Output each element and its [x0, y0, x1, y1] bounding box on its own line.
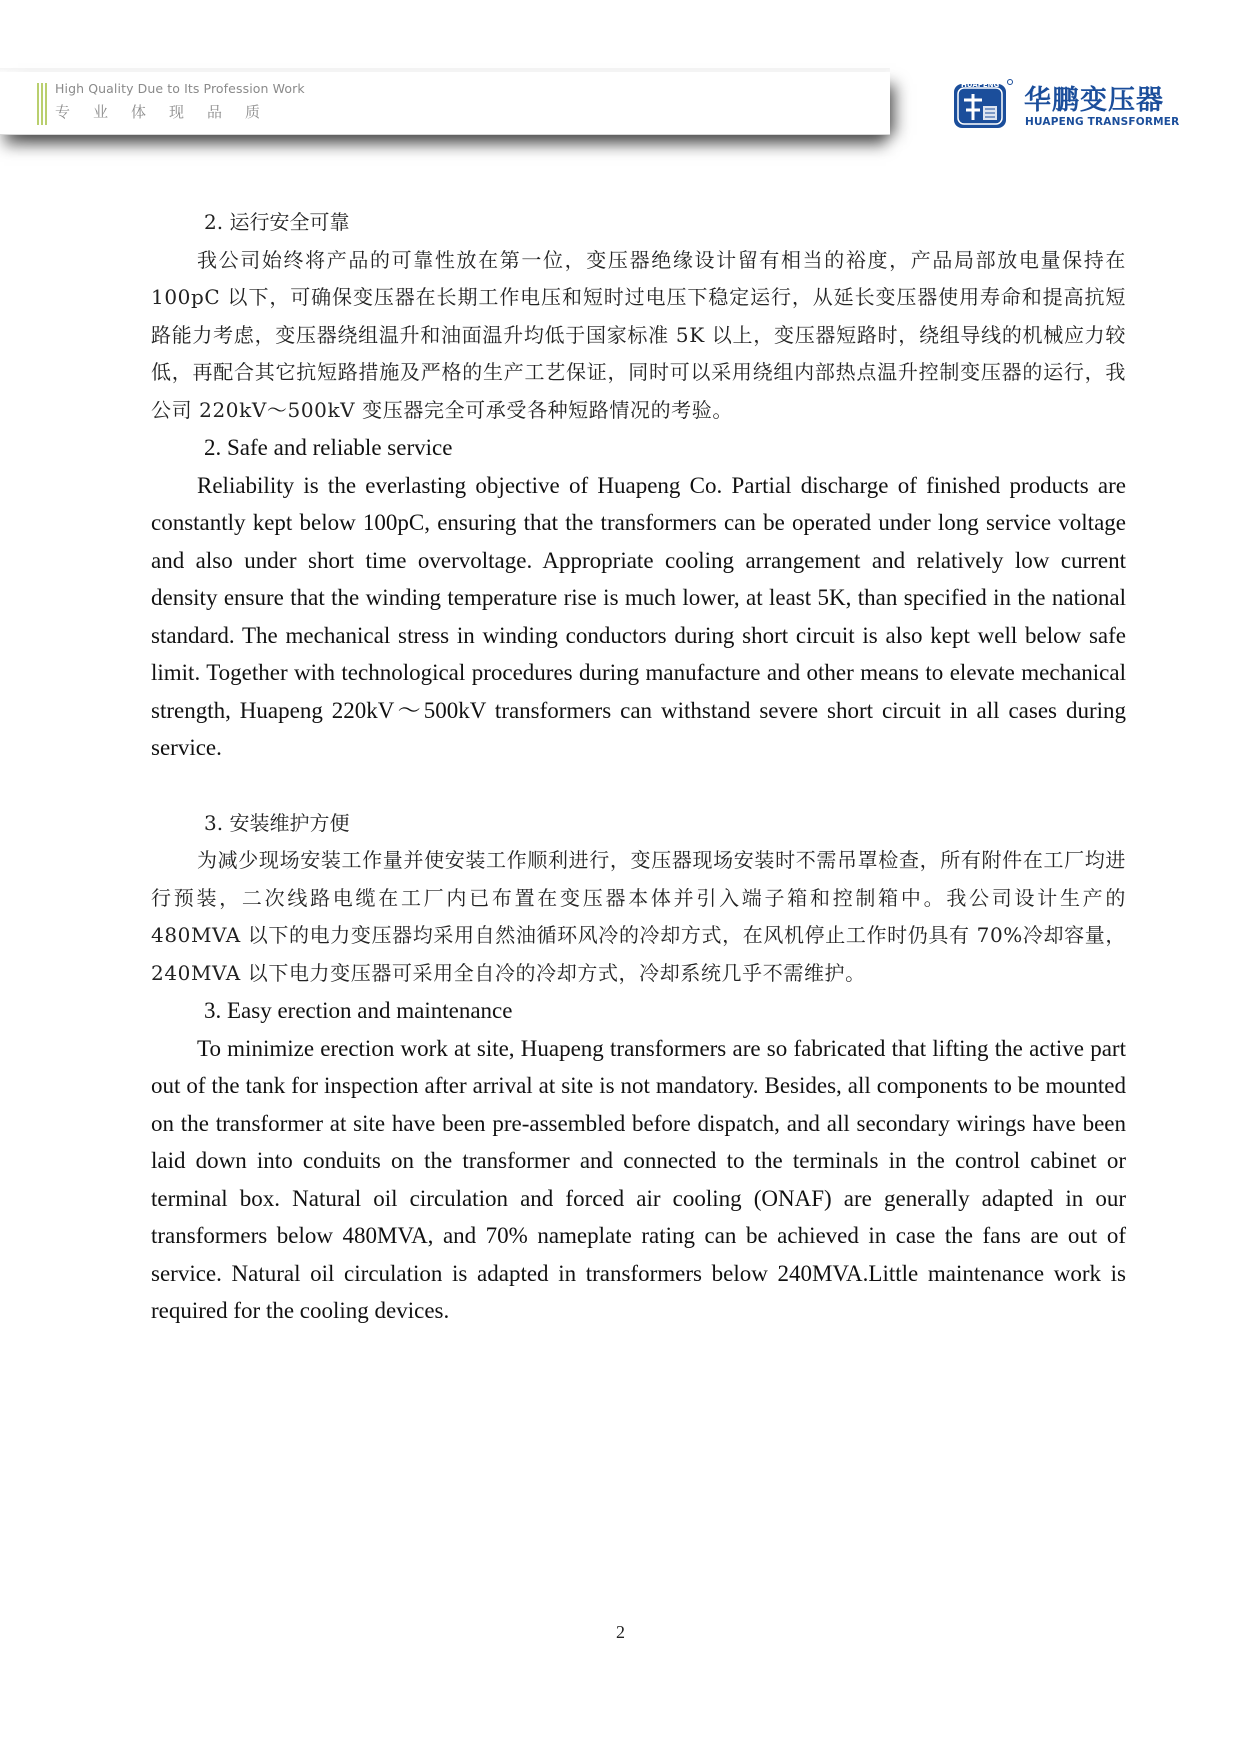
svg-text:HUAPENG: HUAPENG [961, 81, 1000, 89]
section-reliability [151, 204, 1126, 767]
accent-bars-icon [37, 83, 49, 125]
section-heading-english: 2. Safe and reliable service [204, 435, 453, 460]
logo-name-english: HUAPENG TRANSFORMER [1025, 116, 1180, 128]
tagline-chinese: 专业体现品质 [55, 103, 284, 121]
page-number: 2 [616, 1622, 625, 1642]
section-paragraph-english: To minimize erection work at site, Huapeng transformers are so fabricated that lifting the active part out of the tank for inspection after arrival at site is not mandatory. Besides, all components to be mounted on the transformer at site have been pre-assembled before dispatch, and all secondary wirings have been laid down into conduits on the transformer and connected to the terminals in the control cabinet or terminal box. Natural oil circulation and forced air cooling (ONAF) are generally adapted in our transformers below 480MVA, and 70% nameplate rating can be achieved in case the fans are out of service. Natural oil circulation is adapted in transformers below 240MVA.Little maintenance work is required for the cooling devices. [151, 1035, 1126, 1323]
section-heading-chinese: 2. 运行安全可靠 [204, 210, 350, 234]
section-heading-english: 3. Easy erection and maintenance [204, 998, 513, 1023]
huapeng-logo-icon [952, 76, 1014, 132]
section-paragraph-english: Reliability is the everlasting objective of Huapeng Co. Partial discharge of finished products are constantly kept below 100pC, ensuring that the transformers can be operated under long service voltage and also under short time overvoltage. Appropriate cooling arrangement and relatively low current density ensure that the winding temperature rise is much lower, at least 5K, than specified in the national standard. The mechanical stress in winding conductors during short circuit is also kept well below safe limit. Together with technological procedures during manufacture and other means to elevate mechanical strength, Huapeng 220kV～500kV transformers can withstand severe short circuit in all cases during service. [151, 472, 1126, 760]
section-paragraph-chinese: 为减少现场安装工作量并使安装工作顺利进行，变压器现场安装时不需吊罩检查，所有附件在工厂均进行预装，二次线路电缆在工厂内已布置在变压器本体并引入端子箱和控制箱中。我公司设计生产的 480MVA 以下的电力变压器均采用自然油循环风冷的冷却方式，在风机停止工作时仍具有 70%冷却容量，240MVA 以下电力变压器可采用全自冷的冷却方式，冷却系统几乎不需维护。 [151, 848, 1126, 985]
logo-name-chinese: 华鹏变压器 [1024, 85, 1164, 116]
section-maintenance [151, 805, 1126, 1330]
document-body [151, 204, 1126, 1330]
section-heading-chinese: 3. 安装维护方便 [204, 810, 350, 835]
section-spacer [151, 767, 1126, 805]
tagline-english: High Quality Due to Its Profession Work [55, 81, 305, 96]
company-logo [952, 76, 1202, 136]
section-paragraph-chinese: 我公司始终将产品的可靠性放在第一位，变压器绝缘设计留有相当的裕度，产品局部放电量保持在 100pC 以下，可确保变压器在长期工作电压和短时过电压下稳定运行，从延长变压器使用寿命和提高抗短路能力考虑，变压器绕组温升和油面温升均低于国家标准 5K 以上，变压器短路时，绕组导线的机械应力较低，再配合其它抗短路措施及严格的生产工艺保证，同时可以采用绕组内部热点温升控制变压器的运行，我公司 220kV～500kV 变压器完全可承受各种短路情况的考验。 [151, 247, 1126, 422]
